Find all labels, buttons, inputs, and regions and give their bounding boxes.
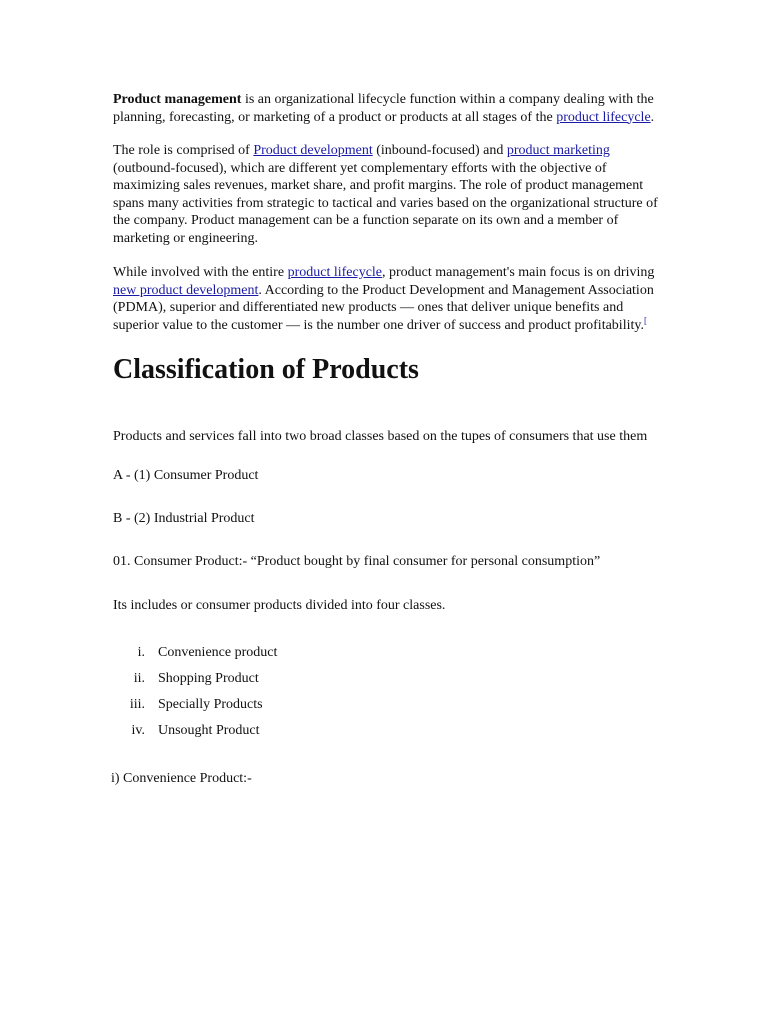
list-item <box>113 692 658 718</box>
section-heading: Classification of Products <box>113 354 419 385</box>
paragraph-text: . <box>650 109 655 125</box>
paragraph-text: (inbound-focused) and <box>372 143 507 158</box>
list-item <box>113 718 658 744</box>
list-number: iii. <box>129 697 145 712</box>
list-item <box>113 666 658 692</box>
citation-reference-link[interactable]: [ <box>643 314 647 325</box>
class-a-line: A - (1) Consumer Product <box>113 468 259 483</box>
paragraph-text: . According to the Product Development and Management Association (PDMA), superior and differentiated new products — ones that deliver unique benefits and superior value to the customer — is the number one driver of success and product profitability. <box>113 282 654 333</box>
classes-intro-text: Products and services fall into two broad classes based on the tupes of consumers that use them <box>113 429 648 444</box>
list-item-label: Convenience product <box>158 645 278 660</box>
list-item-label: Unsought Product <box>158 723 260 738</box>
product-lifecycle-link[interactable]: product lifecycle <box>287 265 383 280</box>
list-number: iv. <box>131 723 145 738</box>
product-management-term: Product management <box>113 92 242 107</box>
product-development-link[interactable]: Product development <box>253 143 373 158</box>
list-number: i. <box>137 645 145 660</box>
product-marketing-link[interactable]: product marketing <box>506 143 610 158</box>
class-b-line: B - (2) Industrial Product <box>113 511 255 526</box>
list-item-label: Shopping Product <box>158 671 259 686</box>
focus-paragraph <box>113 264 658 334</box>
paragraph-text: is an organizational lifecycle function within a company dealing with the planning, forecasting, or marketing of a product or products at all stages of the <box>113 92 654 125</box>
consumer-product-classes-list <box>113 640 658 744</box>
consumer-product-definition: 01. Consumer Product:- “Product bought by final consumer for personal consumption” <box>113 554 601 569</box>
list-item <box>113 640 658 666</box>
list-number: ii. <box>133 671 145 686</box>
new-product-development-link[interactable]: new product development <box>113 282 259 298</box>
role-paragraph <box>113 142 658 247</box>
paragraph-text: While involved with the entire <box>113 265 288 280</box>
paragraph-text: The role is comprised of <box>113 143 254 158</box>
list-item-label: Specially Products <box>158 697 263 712</box>
intro-paragraph <box>113 91 658 126</box>
paragraph-text: (outbound-focused), which are different yet complementary efforts with the objective of maximizing sales revenues, market share, and profit margins. The role of product management spans many activities from strategic to tactical and varies based on the organizational structure of the company. Product management can be a function separate on its own and a member of marketing or engineering. <box>113 160 658 246</box>
product-lifecycle-link[interactable]: product lifecycle <box>556 109 651 125</box>
convenience-product-subheading: i) Convenience Product:- <box>111 771 252 786</box>
includes-text: Its includes or consumer products divided into four classes. <box>113 598 446 613</box>
document-body <box>113 91 658 787</box>
paragraph-text: , product management's main focus is on driving <box>382 265 655 280</box>
